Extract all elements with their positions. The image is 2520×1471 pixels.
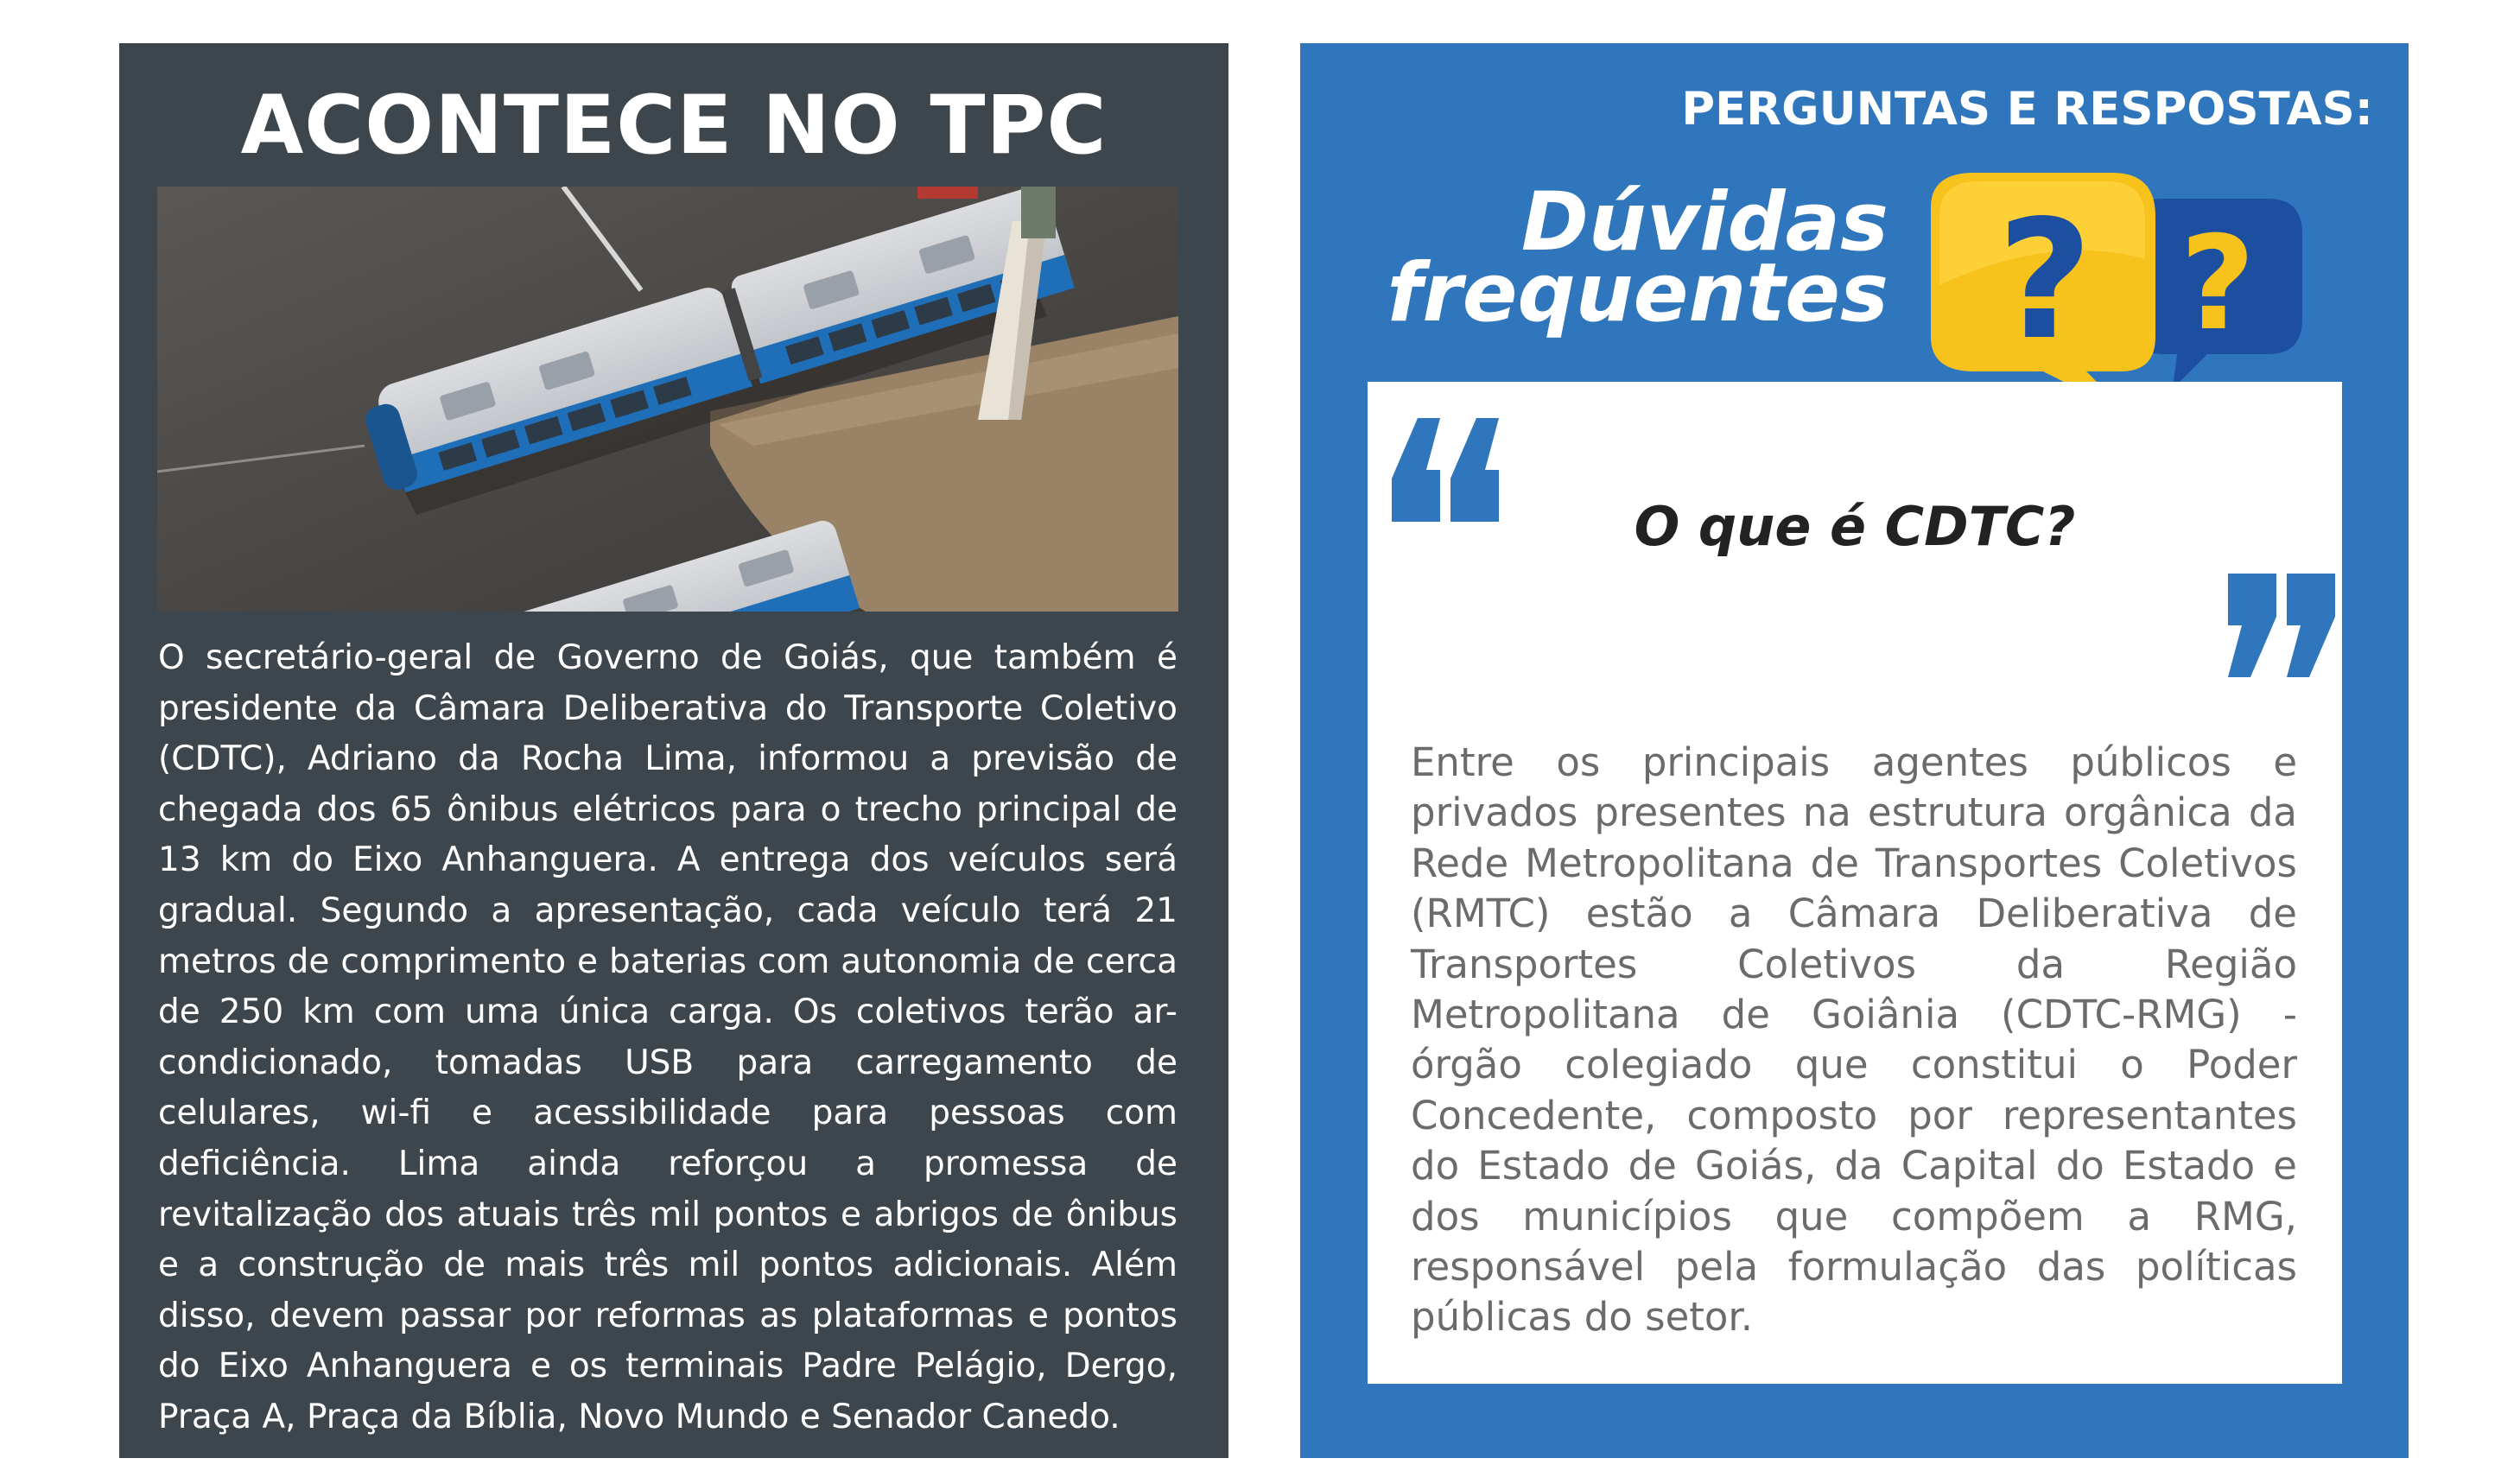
faq-heading-line-2: frequentes [1387,246,1888,340]
bus-aerial-photo [157,187,1178,612]
section-title: ACONTECE NO TPC [240,79,1108,173]
faq-card [1368,382,2342,1384]
faq-question: O que é CDTC? [1634,495,2076,558]
left-panel [119,43,1228,1458]
bubble-question-mark-2: ? [2180,209,2256,359]
section-kicker: PERGUNTAS E RESPOSTAS: [1681,83,2373,136]
bubble-question-mark-1: ? [1996,185,2093,376]
faq-heading-line-1: Dúvidas [1520,175,1888,269]
close-quote-icon [2228,574,2335,677]
faq-answer: Entre os principais agentes públicos e privados presentes na estrutura orgânica da Rede Metropolitana de Transportes Coletivos (RMTC) estão a Câmara Deliberativa de Transportes Coletivos da Região Metropolitana de Goiânia (CDTC-RMG) - órgão colegiado que constitui o Poder Concedente, composto por representantes do Estado de Goiás, da Capital do Estado e dos municípios que compõem a RMG, responsável pela formulação das políticas públicas do setor. [1411,739,2297,1341]
article-body: O secretário-geral de Governo de Goiás, que também é presidente da Câmara Deliberativa do Transporte Coletivo (CDTC), Adriano da Rocha Lima, informou a previsão de chegada dos 65 ônibus elétricos para o trecho principal de 13 km do Eixo Anhanguera. A entrega dos veículos será gradual. Segundo a apresentação, cada veículo terá 21 metros de comprimento e baterias com autonomia de cerca de 250 km com uma única carga. Os coletivos terão ar-condicionado, tomadas USB para carregamento de celulares, wi-fi e acessibilidade para pessoas com deficiência. Lima ainda reforçou a promessa de revitalização dos atuais três mil pontos e abrigos de ônibus e a construção de mais três mil pontos adicionais. Além disso, devem passar por reformas as plataformas e pontos do Eixo Anhanguera e os terminais Padre Pelágio, Dergo, Praça A, Praça da Bíblia, Novo Mundo e Senador Canedo. [158,638,1177,1436]
right-panel [1300,43,2409,1458]
